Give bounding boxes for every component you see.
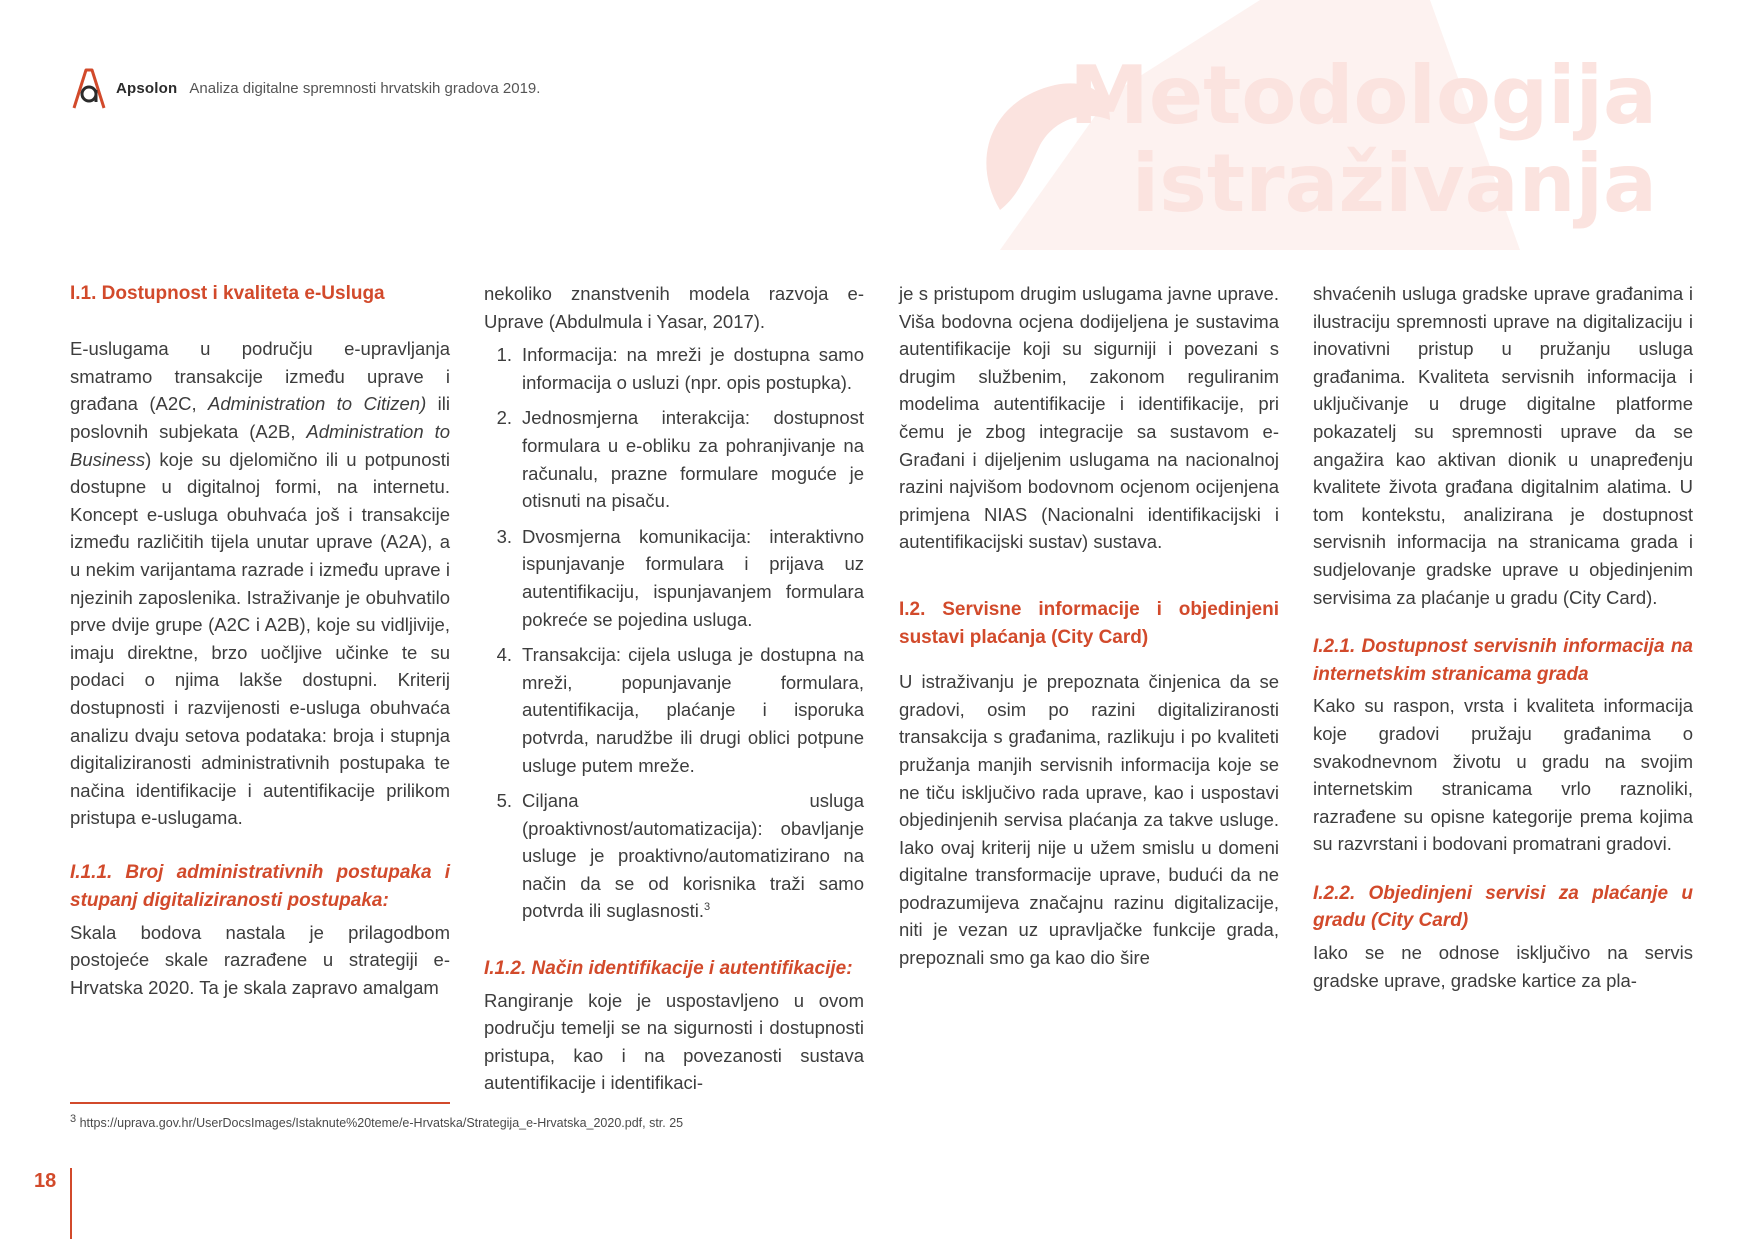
page-header (70, 66, 540, 110)
subheading-i22: I.2.2. Objedinjeni servisi za plaćanje u gradu (City Card) (1313, 882, 1693, 932)
list-item: 2. Jednosmjerna interakcija: dostupnost formulara u e-obliku za pohranjivanje na računalu, prazne formulare moguće je otisnuti na pisaču. (496, 407, 864, 512)
heading-i1: I.1. Dostupnost i kvaliteta e-Usluga (70, 283, 385, 304)
page-number: 18 (34, 1170, 57, 1192)
footnote-rule (70, 1102, 450, 1104)
brand-name: Apsolon (116, 79, 178, 97)
column-1 (70, 280, 450, 1001)
paragraph-e-usluge: E-uslugama u području e-upravljanja smatramo transakcije između uprave i građana (A2C, Administration to Citizen) ili poslovnih subjekata (A2B, Administration to Business) koje su djelomično ili u potpunosti dostupne u digitalnoj formi, na internetu. Koncept e-usluga obuhvaća još i transakcije između različitih tijela unutar uprave (A2A), a u nekim varijantama razrade i između uprave i njezinih zaposlenika. Istraživanje je obuhvatilo prve dvije grupe (A2C i A2B), koje su vidljivije, imaju direktne, brzo uočljive učinke te su podaci o njima lakše dostupni. Kriterij dostupnosti i razvijenosti e-usluga obuhvaća analizu dvaju setova podataka: broja i stupnja digitaliziranosti administrativnih postupaka te načina identifikacije i autentifikacije prilikom pristupa e-uslugama. (70, 338, 450, 829)
paragraph-servisne-informacije: U istraživanju je prepoznata činjenica da se gradovi, osim po razini digitaliziranosti transakcija s građanima, razlikuju i po kvaliteti pružanja manjih servisnih informacija koje se ne tiču isključivo rada uprave, kao i uspostavi objedinjenih servisa plaćanja za takve usluge. Iako ovaj kriterij nije u užem smislu u domeni digitalne transformacije uprave, budući da ne podrazumijeva značajnu razinu digitalizacije, niti je vezan uz upravljačke funkcije grada, prepoznali smo ga kao dio šire (899, 671, 1279, 969)
section-title (1069, 49, 1657, 230)
paragraph-skala-bodova: Skala bodova nastala je prilagodbom postojeće skale razrađene u strategiji e-Hrvatska 2020. Ta je skala zapravo amalgam (70, 921, 450, 998)
list-item: 4. Transakcija: cijela usluga je dostupna na mreži, popunjavanje formulara, autentifikacija, plaćanje i isporuka potvrda, narudžbe ili drugi oblici potpune usluge putem mreže. (496, 644, 864, 776)
page-rule (70, 1168, 72, 1239)
paragraph-modeli: nekoliko znanstvenih modela razvoja e-Uprave (Abdulmula i Yasar, 2017). (484, 283, 864, 332)
footnote-ref: 3 (704, 901, 711, 914)
paragraph-city-card: Iako se ne odnose isključivo na servis gradske uprave, gradske kartice za pla- (1313, 942, 1693, 991)
subheading-i12: I.1.2. Način identifikacije i autentifikacije: (484, 958, 853, 980)
paragraph-rangiranje: Rangiranje koje je uspostavljeno u ovom području temelji se na sigurnosti i dostupnosti pristupa, kao i na povezanosti sustava autentifikacije i identifikaci- (484, 989, 864, 1094)
column-4 (1313, 280, 1693, 994)
paragraph-raspon-informacija: Kako su raspon, vrsta i kvaliteta informacija koje gradovi pružaju građanima o svakodnevnom životu u gradu na svojim internetskim stranicama vrlo raznoliki, razrađene su opisne kategorije prema kojima su razvrstani i bodovani promatrani gradovi. (1313, 695, 1693, 855)
footnote: $^3$ https://uprava.gov.hr/UserDocsImages/Istaknute%20teme/e-Hrvatska/Strategija_e-Hrvatska_2020.pdf, str. 25 (70, 1112, 684, 1130)
paragraph-usluge-gradske-uprave: shvaćenih usluga gradske uprave građanima i ilustraciju spremnosti uprave na digitalizaciju i inovativni pristup u pružanju usluga građanima. Kvaliteta servisnih informacija i uključivanje u druge digitalne platforme pokazatelj su spremnosti uprave da se angažira kao aktivan dionik u unapređenju kvalitete života građana digitalnim alatima. U tom kontekstu, analizirana je dostupnost servisnih informacija na stranicama grada i sudjelovanje gradske uprave u objedinjenim servisima za plaćanje u gradu (City Card). (1313, 283, 1693, 608)
subheading-i11: I.1.1. Broj administrativnih postupaka i stupanj digitaliziranosti postupaka: (70, 862, 450, 912)
column-3 (899, 280, 1279, 972)
apsolon-logo-icon (70, 66, 106, 110)
list-item: 1. Informacija: na mreži je dostupna samo informacija o usluzi (npr. opis postupka). (496, 344, 864, 393)
list-item: 5. Ciljana usluga (proaktivnost/automatizacija): obavljanje usluge je proaktivno/automatizirano na način da se od korisnika traži samo potvrda ili suglasnosti.$^3$ (496, 790, 864, 922)
digitalization-levels-list (484, 341, 864, 925)
document-title: Analiza digitalne spremnosti hrvatskih gradova 2019. (189, 79, 541, 97)
list-item: 3. Dvosmjerna komunikacija: interaktivno ispunjavanje formulara i prijava uz autentifikaciju, ispunjavanjem formulara pokreće se pojedina usluga. (496, 525, 864, 630)
footnote-link[interactable]: https://uprava.gov.hr/UserDocsImages/Istaknute%20teme/e-Hrvatska/Strategija_e-Hrvatska_2020.pdf, str. 25 (76, 1116, 684, 1130)
subheading-i21: I.2.1. Dostupnost servisnih informacija na internetskim stranicama grada (1313, 636, 1693, 685)
heading-i2: I.2. Servisne informacije i objedinjeni sustavi plaćanja (City Card) (899, 598, 1279, 648)
paragraph-autentifikacija: je s pristupom drugim uslugama javne uprave. Viša bodovna ocjena dodijeljena je sustavima autentifikacije koji su sigurniji i povezani s drugim službenim, zakonom reguliranim modelima autentifikacije i identifikacije, pri čemu je zbog integracije sa sustavom e-Građani i dijeljenim uslugama na nacionalnoj razini najvišom bodovnom ocjenom ocijenjena primjena NIAS (Nacionalni identifikacijski i autentifikacijski sustav) sustava. (899, 283, 1279, 553)
column-2 (484, 280, 864, 1097)
section-title-line1: Metodologija (1069, 49, 1657, 142)
section-title-line2: istraživanja (1131, 137, 1657, 230)
